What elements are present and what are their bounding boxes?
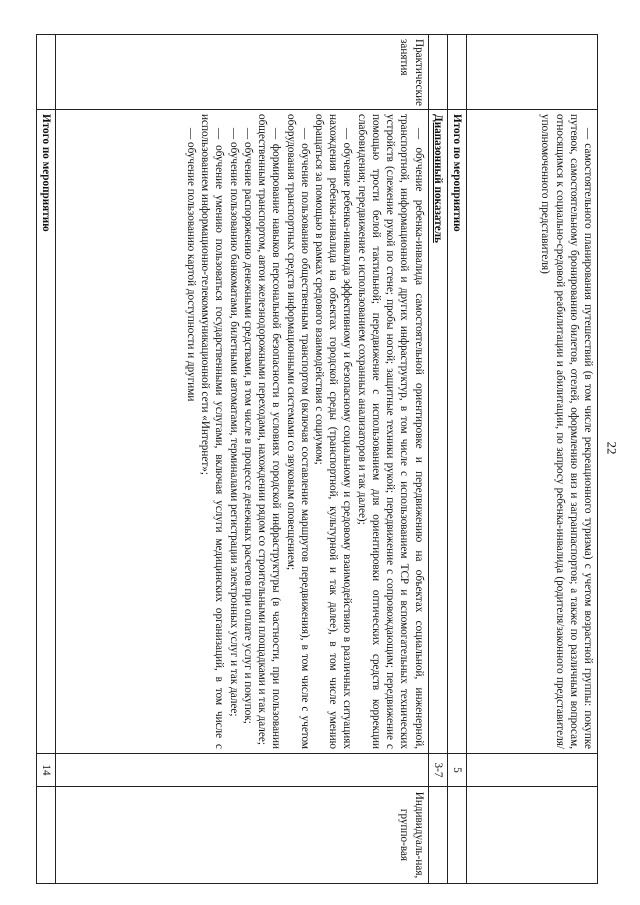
form-cell (447, 35, 466, 110)
paragraph: — обучение пользованию банкоматами, билетными автоматами, терминалами регистрации электронных услуг и так далее; (227, 128, 240, 717)
paragraph: — формирование навыков персональной безопасности в условиях городской инфраструктуры (в частности, при пользовании общественным транспортом, автои железнодорожными переходами, нахождении рядом со строительными площадками и так далее; (256, 114, 283, 749)
total-label: Итого по мероприятию (447, 110, 466, 754)
rotated-page (36, 34, 598, 884)
count-cell (56, 754, 428, 787)
range-label (428, 110, 447, 754)
form-cell (37, 35, 56, 110)
page-number: 22 (604, 441, 620, 455)
form-cell (467, 35, 598, 110)
type-cell (37, 787, 56, 884)
count-cell: 3-7 (428, 754, 447, 787)
count-cell: 5 (447, 754, 466, 787)
form-cell: Практические занятия (56, 35, 428, 110)
total-label: Итого по мероприятию (37, 110, 56, 754)
type-cell (428, 787, 447, 884)
paragraph: — обучение ребенка-инвалида эффективному и безопасному социальному и средовому взаимодействию в различных ситуациях нахождения ребенка-инвалида на объектах городской среды (транспортной, культурной и так далее), в том числе умению обращаться за помощью в рамках средового взаимодействия с социумом; (313, 114, 354, 749)
paragraph: — обучение умению пользоваться государственными услугами, включая услуги медицинских организаций, в том числе с использованием информационно-телекоммуникационной сети «Интернет»; (199, 114, 226, 749)
type-cell (447, 787, 466, 884)
form-cell (428, 35, 447, 110)
type-cell (467, 787, 598, 884)
description-cell (56, 110, 428, 754)
description-text: — самостоятельного планирования путешествий (в том числе рекреационного туризма) с учетом возрастной группы: покупке путевок, самостоятельному бронированию билетов, отелей, оформлению виз и загранпаспортов; а также по различным вопросам, относящимся к социально-средовой реабилитации и абилитации, по запросу ребенка-инвалида (родителя/законного представителя/ уполномоченного представителя) (539, 114, 594, 749)
range-label-text: Диапазонный показатель (431, 114, 444, 243)
table-row (37, 35, 56, 884)
table-row (467, 35, 598, 884)
paragraph: — обучение ребенка-инвалида самостоятельной ориентировке и передвижению на объектах социальной, инженерной, транспортной, информационной и других инфраструктур, в том числе с использованием ТСР и вспомогательных технических устройств (слежение рукой по стене; пробы ногой; защитные техники рукой; передвижение с сопровождающим; передвижение с помощью трости белой тактильной; передвижение с использованием для ориентировки оптических средств коррекции слабовидения; передвижение с использованием сохранных анализаторов и так далее); (355, 114, 425, 749)
count-cell (467, 754, 598, 787)
table-row (56, 35, 428, 884)
rehabilitation-table (36, 34, 598, 884)
table-row (447, 35, 466, 884)
type-cell: Индивидуаль-ная, группо-вая (56, 787, 428, 884)
description-cell (467, 110, 598, 754)
paragraph: — обучение распоряжению денежными средствами, в том числе в процессе денежных расчетов при оплате услуг и покупок; (241, 128, 254, 724)
count-cell: 14 (37, 754, 56, 787)
paragraph: — обучение пользованию картой доступности и другими (185, 128, 198, 402)
table-row (428, 35, 447, 884)
paragraph: — обучение пользованию общественным транспортом (включая составление маршрутов передвижения), в том числе с учетом оборудования транспортных средств информационными системами со звуковым оповещением; (284, 114, 311, 749)
